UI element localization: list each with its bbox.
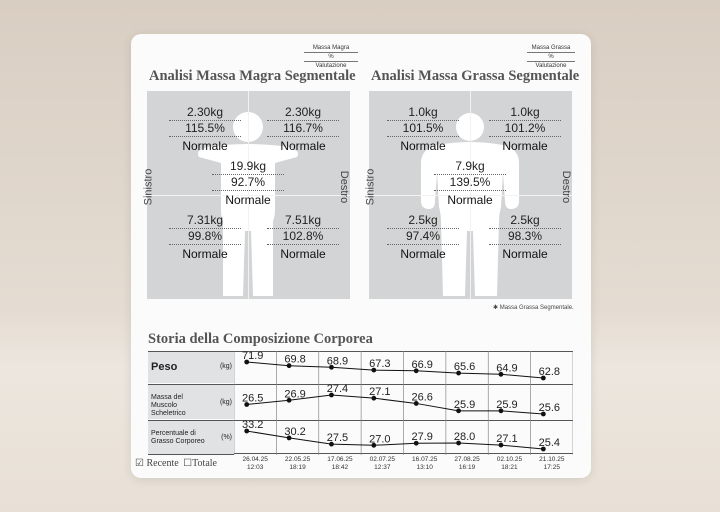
fat-left-label: Sinistro [364, 168, 377, 206]
data-label: 26.9 [284, 388, 306, 401]
data-label: 67.3 [369, 358, 391, 371]
data-label: 27.1 [369, 386, 391, 399]
fat-trunk: 7.9kg 139.5% Normale [434, 159, 506, 210]
fat-note: ✱ Massa Grassa Segmentale. [493, 305, 574, 311]
data-label: 68.9 [326, 355, 349, 368]
lean-right-leg: 7.31kg 99.8% Normale [169, 213, 241, 264]
data-label: 64.9 [496, 362, 518, 375]
fat-right-leg: 2.5kg 97.4% Normale [387, 213, 459, 264]
row-label-muscle: Massa del Muscolo Scheletrico (kg) [148, 384, 234, 419]
lean-legend: Massa Magra % Valutazione [304, 44, 358, 70]
report-card [131, 34, 591, 478]
date-label: 22.05.25 18:19 [284, 456, 311, 471]
history-dates [234, 455, 573, 475]
date-label: 21.10.25 17:25 [539, 456, 565, 471]
data-label: 26.5 [242, 392, 264, 405]
lean-right-label: Destro [338, 170, 351, 204]
data-label: 65.6 [453, 361, 476, 374]
data-label: 30.2 [284, 425, 306, 438]
data-label: 27.1 [496, 433, 518, 446]
recent-checkbox[interactable]: ☑ [135, 458, 144, 469]
data-label: 66.9 [411, 358, 433, 371]
history-title: Storia della Composizione Corporea [148, 331, 373, 347]
fat-right-label: Destro [560, 170, 573, 204]
history-legend: ☑ Recente ☐Totale [135, 458, 217, 469]
date-label: 02.10.25 18:21 [496, 456, 523, 471]
lean-title: Analisi Massa Magra Segmentale [149, 68, 356, 84]
data-label: 25.9 [453, 398, 476, 411]
row-label-weight: Peso (kg) [148, 351, 234, 383]
data-label: 27.4 [326, 383, 349, 395]
fat-left-arm: 1.0kg 101.2% Normale [489, 105, 561, 156]
date-label: 16.07.25 13:10 [412, 456, 438, 471]
lean-right-arm: 2.30kg 115.5% Normale [169, 105, 241, 156]
date-label: 26.04.25 12:03 [242, 456, 268, 471]
data-label: 27.0 [369, 433, 391, 446]
lean-trunk: 19.9kg 92.7% Normale [212, 159, 284, 210]
fat-legend: Massa Grassa % Valutazione [527, 44, 575, 70]
data-label: 27.5 [326, 432, 349, 445]
fat-title: Analisi Massa Grassa Segmentale [371, 68, 580, 84]
row-label-fat: Percentuale di Grasso Corporeo (%) [148, 420, 234, 455]
data-label: 25.9 [496, 398, 518, 411]
date-label: 27.08.25 16:19 [454, 456, 480, 471]
data-label: 33.2 [242, 419, 264, 431]
lean-panel [142, 91, 351, 299]
lean-left-leg: 7.51kg 102.8% Normale [267, 213, 339, 264]
fat-left-leg: 2.5kg 98.3% Normale [489, 213, 561, 264]
data-label: 27.9 [411, 431, 433, 444]
date-label: 02.07.25 12:37 [369, 456, 395, 471]
date-label: 17.06.25 18:42 [327, 456, 353, 471]
data-label: 62.8 [538, 366, 561, 378]
lean-left-arm: 2.30kg 116.7% Normale [267, 105, 339, 156]
data-label: 69.8 [284, 353, 306, 366]
data-label: 71.9 [242, 351, 264, 362]
lean-left-label: Sinistro [142, 168, 155, 206]
data-label: 25.4 [538, 437, 561, 449]
data-label: 25.6 [538, 402, 561, 414]
total-checkbox[interactable]: ☐ [183, 458, 193, 469]
data-label: 26.6 [411, 391, 433, 404]
fat-panel [364, 91, 573, 299]
data-label: 28.0 [453, 431, 476, 443]
history-chart [234, 351, 573, 457]
fat-right-arm: 1.0kg 101.5% Normale [387, 105, 459, 156]
